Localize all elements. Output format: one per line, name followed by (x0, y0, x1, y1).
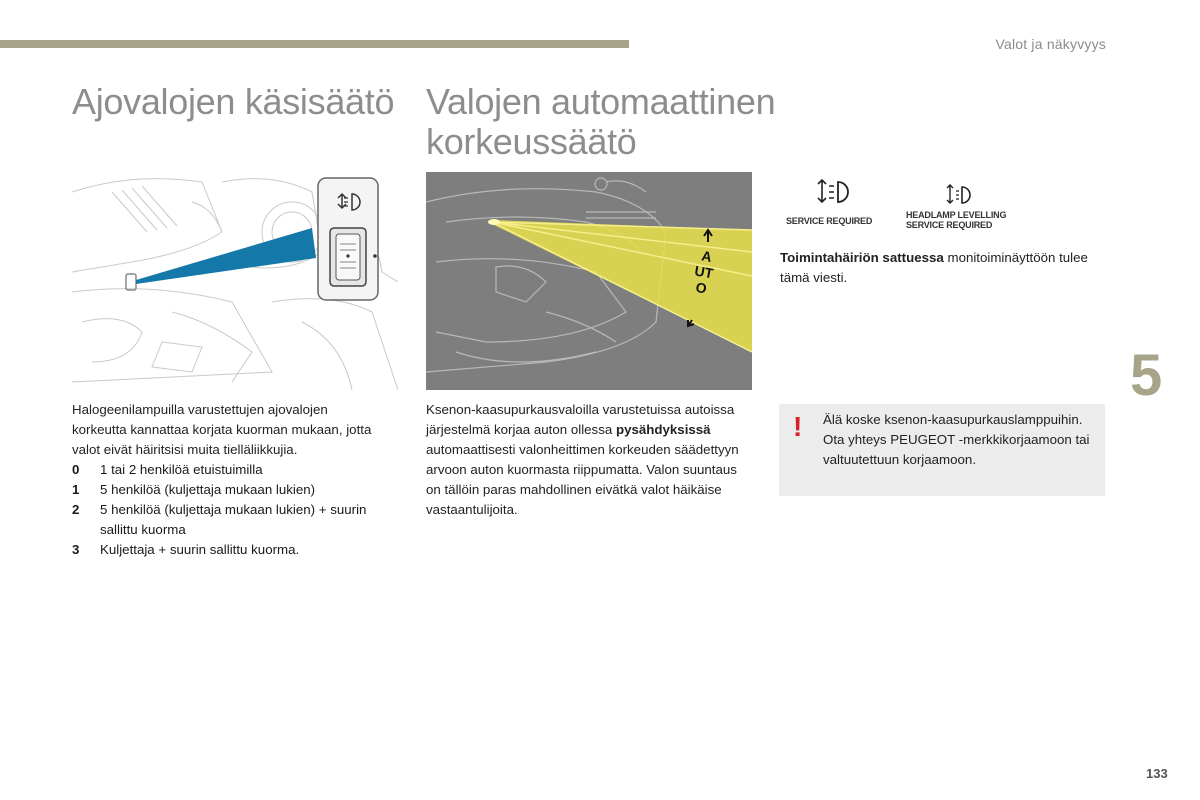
fault-message: Toimintahäiriön sattuessa monitoiminäyttöön tulee tämä viesti. (780, 250, 1088, 285)
list-item: 2 5 henkilöä (kuljettaja mukaan lukien) + suurin sallittu kuorma (72, 502, 367, 537)
list-item: 1 5 henkilöä (kuljettaja mukaan lukien) (72, 482, 316, 497)
dashboard-illustration (72, 172, 398, 390)
chapter-number: 5 (1130, 343, 1163, 408)
service-required-caption: SERVICE REQUIRED (786, 216, 873, 226)
headlamp-levelling-icon (944, 182, 974, 210)
warning-box (779, 404, 1105, 496)
page-number: 133 (1146, 766, 1168, 781)
levelling-service-indicator (906, 182, 1016, 234)
warning-icon: ! (793, 411, 803, 442)
fault-bold: Toimintahäiriön sattuessa (780, 250, 944, 265)
middle-title-line1: Valojen automaattinen (426, 81, 776, 122)
levelling-caption: HEADLAMP LEVELLING SERVICE REQUIRED (906, 210, 1007, 230)
list-item: 0 1 tai 2 henkilöä etuistuimilla (72, 462, 263, 477)
service-required-indicator (784, 176, 884, 234)
load-list (72, 460, 382, 560)
auto-label: AUTO (693, 247, 715, 297)
section-title: Valot ja näkyvyys (995, 36, 1106, 52)
middle-paragraph: Ksenon-kaasupurkausvaloilla varustetuissa autoissa järjestelmä korjaa auton ollessa pysähdyksissä automaattisesti valonheittimen korkeuden säädettyyn arvoon auton kuormasta riippumatta. Valon suuntaus on tällöin paras mahdollinen eivätkä valot häikäise vastaantulijoita. (426, 402, 739, 517)
middle-title-line2: korkeussäätö (426, 121, 637, 162)
headlamp-illustration (426, 172, 752, 390)
dashboard-drawing (72, 172, 398, 390)
middle-title (426, 82, 775, 162)
headlamp-service-icon (814, 176, 854, 210)
left-title: Ajovalojen käsisäätö (72, 81, 395, 122)
header-rule (0, 40, 629, 48)
warning-text: Älä koske ksenon-kaasupurkauslamppuihin. Ota yhteys PEUGEOT -merkkikorjaamoon tai valtuutettuun korjaamoon. (823, 412, 1090, 467)
left-intro: Halogeenilampuilla varustettujen ajovalojen korkeutta kannattaa korjata kuorman mukaan, jotta valot eivät häiritsisi muita tielläliikkujia. (72, 402, 372, 457)
bold-stationary: pysähdyksissä (615, 422, 711, 437)
list-item: 3 Kuljettaja + suurin sallittu kuorma. (72, 542, 300, 557)
